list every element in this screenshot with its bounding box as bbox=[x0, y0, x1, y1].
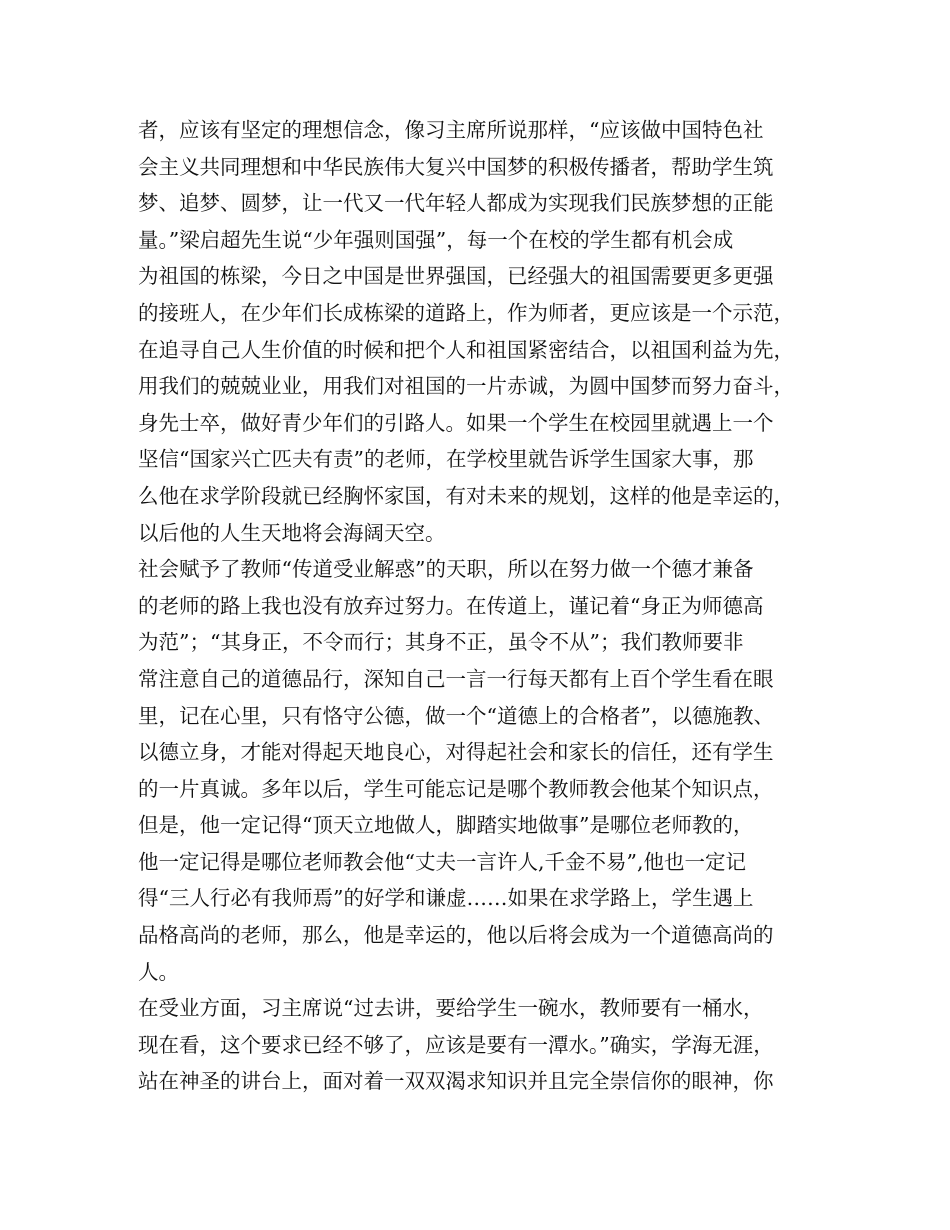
text-line: 的老师的路上我也没有放弃过努力。在传道上，谨记着“身正为师德高 bbox=[138, 593, 764, 618]
text-line: 但是，他一定记得“顶天立地做人，脚踏实地做事”是哪位老师教的， bbox=[138, 813, 754, 838]
text-line: 在追寻自己人生价值的时候和把个人和祖国紧密结合，以祖国利益为先， bbox=[138, 337, 794, 362]
text-line: 身先士卒，做好青少年们的引路人。如果一个学生在校园里就遇上一个 bbox=[138, 410, 774, 435]
text-line: 现在看，这个要求已经不够了，应该是要有一潭水。”确实，学海无涯， bbox=[138, 1032, 774, 1057]
text-line: 人。 bbox=[138, 959, 179, 984]
text-line: 以后他的人生天地将会海阔天空。 bbox=[138, 520, 446, 545]
text-line: 为范”；“其身正，不令而行；其身不正，虽令不从”；我们教师要非 bbox=[138, 630, 744, 655]
body-text bbox=[138, 112, 828, 1100]
text-line: 以德立身，才能对得起天地良心，对得起社会和家长的信任，还有学生 bbox=[138, 740, 774, 765]
text-line: 的一片真诚。多年以后，学生可能忘记是哪个教师教会他某个知识点， bbox=[138, 776, 774, 801]
text-line: 里，记在心里，只有恪守公德，做一个“道德上的合格者”，以德施教、 bbox=[138, 703, 774, 728]
text-line: 得“三人行必有我师焉”的好学和谦虚……如果在求学路上，学生遇上 bbox=[138, 886, 754, 911]
text-line: 常注意自己的道德品行，深知自己一言一行每天都有上百个学生看在眼 bbox=[138, 666, 774, 691]
text-line: 品格高尚的老师，那么，他是幸运的，他以后将会成为一个道德高尚的 bbox=[138, 923, 774, 948]
text-line: 量。”梁启超先生说“少年强则国强”，每一个在校的学生都有机会成 bbox=[138, 227, 734, 252]
text-line: 者，应该有坚定的理想信念，像习主席所说那样，“应该做中国特色社 bbox=[138, 118, 764, 142]
text-line: 他一定记得是哪位老师教会他“丈夫一言许人,千金不易”,他也一定记 bbox=[138, 849, 746, 874]
text-line: 会主义共同理想和中华民族伟大复兴中国梦的积极传播者，帮助学生筑 bbox=[138, 154, 774, 179]
text-line: 在受业方面，习主席说“过去讲，要给学生一碗水，教师要有一桶水， bbox=[138, 996, 764, 1021]
text-line: 社会赋予了教师“传道受业解惑”的天职，所以在努力做一个德才兼备 bbox=[138, 557, 754, 582]
text-line: 的接班人，在少年们长成栋梁的道路上，作为师者，更应该是一个示范， bbox=[138, 300, 794, 325]
text-line: 梦、追梦、圆梦，让一代又一代年轻人都成为实现我们民族梦想的正能 bbox=[138, 191, 774, 216]
text-line: 站在神圣的讲台上，面对着一双双渴求知识并且完全崇信你的眼神，你 bbox=[138, 1069, 774, 1094]
text-line: 为祖国的栋梁，今日之中国是世界强国，已经强大的祖国需要更多更强 bbox=[138, 264, 774, 289]
text-line: 用我们的兢兢业业，用我们对祖国的一片赤诚，为圆中国梦而努力奋斗， bbox=[138, 374, 794, 399]
text-line: 坚信“国家兴亡匹夫有责”的老师，在学校里就告诉学生国家大事，那 bbox=[138, 447, 754, 472]
text-line: 么他在求学阶段就已经胸怀家国，有对未来的规划，这样的他是幸运的， bbox=[138, 483, 794, 508]
